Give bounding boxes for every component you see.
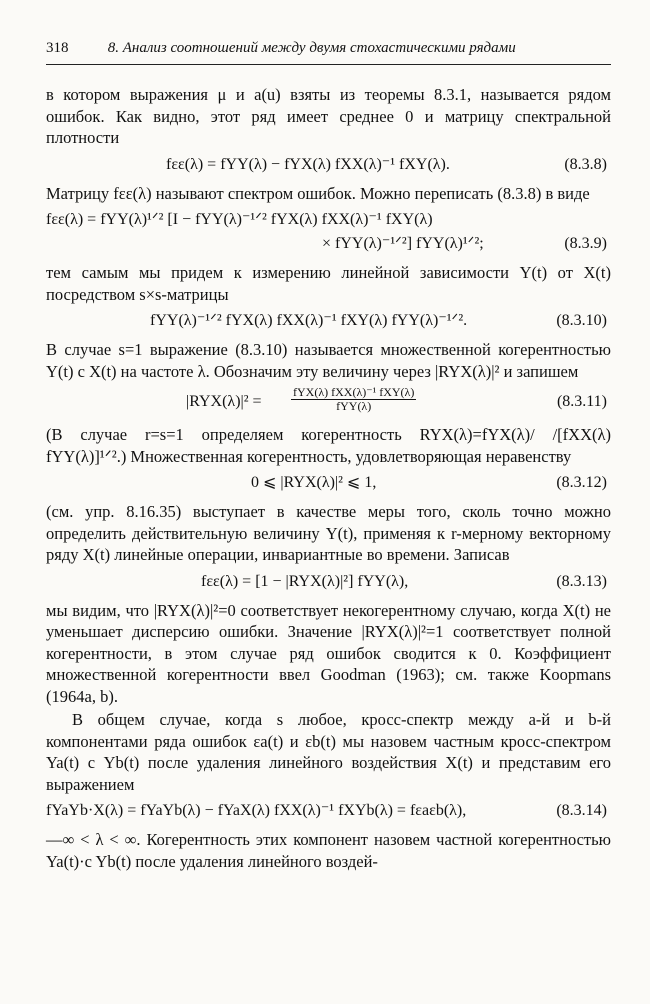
paragraph-2: Матрицу fεε(λ) называют спектром ошибок. Можно переписать (8.3.8) в виде	[46, 183, 590, 203]
equation-number: (8.3.14)	[556, 802, 607, 819]
paragraph-9: —∞ < λ < ∞. Когерентность этих компонент назовем частной когерентностью Ya(t)·c Yb(t) после удаления линейного воздей-	[46, 830, 611, 871]
equation-number: (8.3.9)	[564, 235, 607, 252]
equation-formula-line1: fεε(λ) = fYY(λ)¹ᐟ² [I − fYY(λ)⁻¹ᐟ² fYX(λ) fXX(λ)⁻¹ fXY(λ)	[46, 211, 433, 228]
paragraph-3: тем самым мы придем к измерению линейной зависимости Y(t) от X(t) посредством s×s-матрицы	[46, 263, 611, 304]
equation-formula: fεε(λ) = [1 − |RYX(λ)|²] fYY(λ),	[201, 572, 409, 590]
equation-8-3-8	[46, 153, 611, 179]
page-header	[46, 38, 611, 65]
paragraph-8: В общем случае, когда s любое, кросс-спектр между a-й и b-й компонентами ряда ошибок εa(t) и εb(t) мы назовем частным кросс-спектром Ya(t) с Yb(t) после удаления линейного воздействия X(t) и представим его выражением	[46, 710, 611, 794]
equation-number: (8.3.8)	[564, 155, 607, 173]
equation-number: (8.3.10)	[556, 312, 607, 329]
equation-number: (8.3.11)	[556, 393, 607, 410]
running-title: 8. Анализ соотношений между двумя стохастическими рядами	[107, 40, 516, 56]
equation-number: (8.3.12)	[556, 474, 607, 491]
equation-8-3-13	[46, 570, 611, 596]
paragraph-7: мы видим, что |RYX(λ)|²=0 соответствует некогерентному случаю, когда X(t) не уменьшает дисперсию ошибки. Значение |RYX(λ)|²=1 соответствует полной когерентности, в этом случае ряд ошибок сводится к 0. Коэффициент множественной когерентности ввел Goodman (1963); см. также Koopmans (1964a, b).	[46, 600, 611, 706]
equation-8-3-11	[46, 386, 611, 420]
fraction-numerator: fYX(λ) fXX(λ)⁻¹ fXY(λ)	[293, 385, 415, 399]
equation-8-3-10	[46, 309, 611, 335]
paragraph-4: В случае s=1 выражение (8.3.10) называется множественной когерентностью Y(t) с X(t) на частоте λ. Обозначим эту величину через |RYX(λ)|² и запишем	[46, 340, 611, 381]
page-body	[46, 84, 611, 874]
paragraph-6: (см. упр. 8.16.35) выступает в качестве меры того, сколь точно можно определить действительную величину Y(t), применяя к r-мерному векторному ряду X(t) линейные операции, инвариантные во времени. Записав	[46, 502, 611, 564]
paragraph-5: (В случае r=s=1 определяем когерентность RYX(λ)=fYX(λ)/ /[fXX(λ) fYY(λ)]¹ᐟ².) Множественная когерентность, удовлетворяющая неравенству	[46, 425, 611, 466]
equation-formula-line2: × fYY(λ)⁻¹ᐟ²] fYY(λ)¹ᐟ²;	[322, 235, 484, 252]
equation-formula: fεε(λ) = fYY(λ) − fYX(λ) fXX(λ)⁻¹ fXY(λ).	[166, 155, 450, 173]
equation-8-3-12	[46, 471, 611, 497]
equation-fraction	[291, 386, 416, 413]
paragraph-1: в котором выражения μ и a(u) взяты из теоремы 8.3.1, называется рядом ошибок. Как видно, этот ряд имеет среднее 0 и матрицу спектральной плотности	[46, 85, 611, 147]
equation-formula: fYY(λ)⁻¹ᐟ² fYX(λ) fXX(λ)⁻¹ fXY(λ) fYY(λ)⁻¹ᐟ².	[150, 312, 468, 329]
equation-formula: 0 ⩽ |RYX(λ)|² ⩽ 1,	[251, 474, 377, 491]
equation-8-3-9	[46, 208, 611, 258]
equation-lhs: |RYX(λ)|² =	[186, 393, 262, 410]
equation-formula: fYaYb·X(λ) = fYaYb(λ) − fYaX(λ) fXX(λ)⁻¹ fXYb(λ) = fεaεb(λ),	[46, 802, 467, 819]
fraction-denominator: fYY(λ)	[336, 399, 372, 413]
equation-8-3-14	[46, 799, 611, 825]
equation-number: (8.3.13)	[556, 572, 607, 590]
page-number: 318	[46, 40, 69, 56]
